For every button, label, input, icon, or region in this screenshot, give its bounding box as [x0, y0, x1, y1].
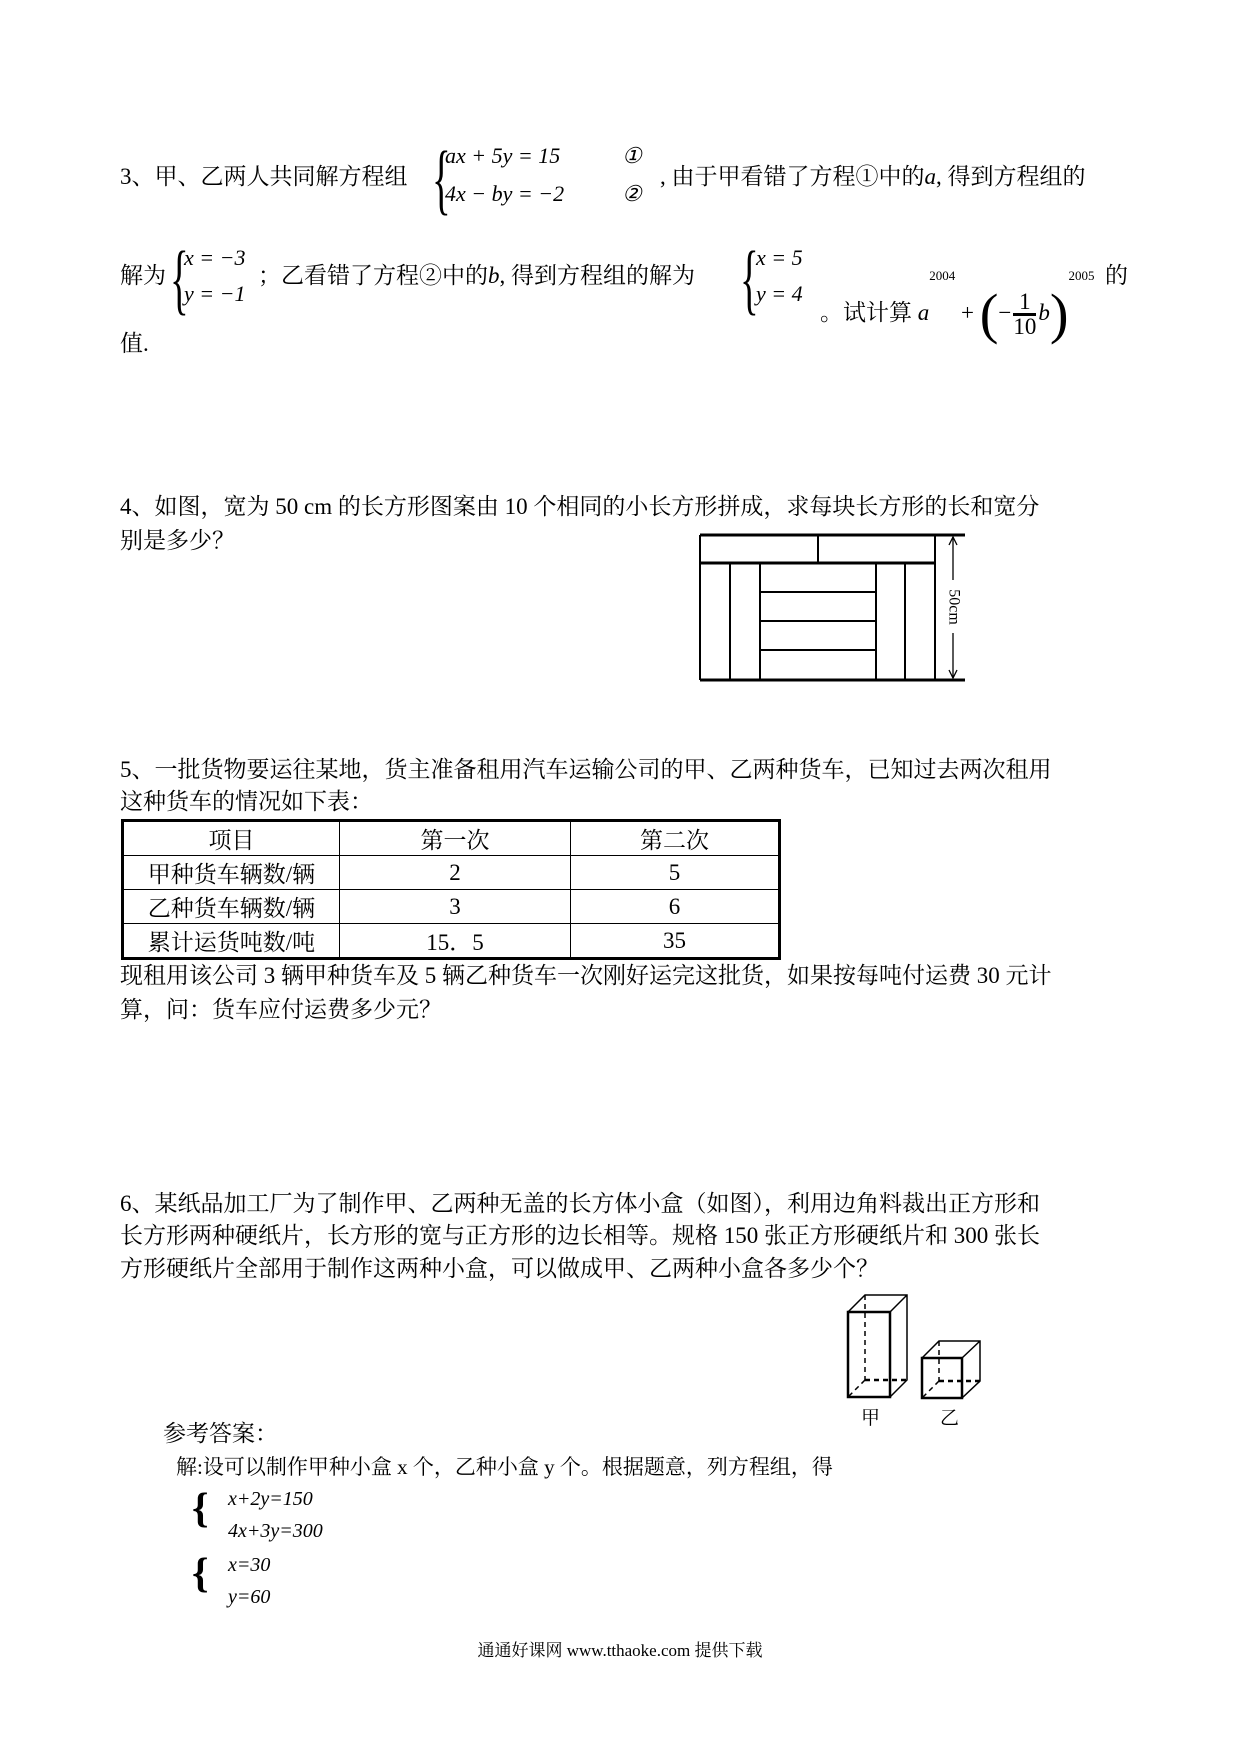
q3-text: 。试计算 [820, 300, 912, 325]
q5-line1: 5、一批货物要运往某地，货主准备租用汽车运输公司的甲、乙两种货车，已知过去两次租用 [120, 757, 1052, 782]
table-cell: 乙种货车辆数/辆 [123, 890, 340, 924]
table-cell: 累计运货吨数/吨 [123, 924, 340, 959]
table-cell: 35 [571, 924, 780, 959]
q3-text: , 得到方程组的 [936, 164, 1086, 189]
sys2-eq2: y=60 [228, 1586, 271, 1608]
table-row [123, 890, 780, 924]
q3-line3: 值. [120, 331, 149, 356]
boxes-figure [840, 1290, 990, 1405]
brace-icon: { [170, 235, 189, 322]
sol2-y: y = 4 [756, 281, 803, 306]
q5-line3: 现租用该公司 3 辆甲种货车及 5 辆乙种货车一次刚好运完这批货，如果按每吨付运费 30 元计 [120, 963, 1052, 988]
q3-mark2: ② [622, 181, 642, 206]
table-cell: 3 [340, 890, 571, 924]
sys2-eq1: x=30 [228, 1554, 271, 1576]
rectangle-pattern-figure [690, 525, 990, 690]
sys1-eq2: 4x+3y=300 [228, 1520, 323, 1542]
q4-line2: 别是多少？ [120, 528, 235, 553]
sys1-eq1: x+2y=150 [228, 1488, 313, 1510]
fraction [1013, 291, 1036, 338]
table-row [123, 856, 780, 890]
table-cell: 6 [571, 890, 780, 924]
table-cell: 甲种货车辆数/辆 [123, 856, 340, 890]
sol1-x: x = −3 [184, 245, 246, 270]
box-a-icon [848, 1295, 907, 1397]
numerator: 1 [1013, 291, 1036, 316]
q3-line2-prefix: 解为 [120, 263, 166, 288]
q3-line1-suffix [660, 162, 1086, 192]
q3-calc: 。试计算 $a^{2004}$ + (− $\frac{1}{10}$ b)$^{2005}$ [820, 268, 1095, 346]
var-a: a [924, 164, 936, 189]
q5-line4: 算，问：货车应付运费多少元？ [120, 997, 442, 1022]
table-cell: 2 [340, 856, 571, 890]
sol2-x: x = 5 [756, 245, 803, 270]
brace-icon: { [192, 1551, 209, 1597]
table-header-row [123, 821, 780, 856]
page-footer: 通通好课网 www.tthaoke.com 提供下载 [477, 1641, 763, 1660]
q3-line1-prefix: 3、甲、乙两人共同解方程组 [120, 164, 408, 189]
sol1-y: y = −1 [184, 281, 246, 306]
denominator: 10 [1013, 314, 1037, 340]
q3-line2-mid [258, 261, 695, 291]
table-header: 第一次 [340, 821, 571, 856]
exponent: 2005 [1068, 268, 1095, 283]
dimension-label: 50cm [945, 589, 963, 625]
q3-text: , 得到方程组的解为 [499, 263, 695, 288]
q3-text: ；乙看错了方程②中的 [258, 263, 488, 288]
q6-line1: 6、某纸品加工厂为了制作甲、乙两种无盖的长方体小盒（如图），利用边角料裁出正方形和 [120, 1191, 1040, 1216]
table-header: 项目 [123, 821, 340, 856]
q6-line3: 方形硬纸片全部用于制作这两种小盒，可以做成甲、乙两种小盒各多少个？ [120, 1256, 879, 1281]
table-cell: 5 [571, 856, 780, 890]
var-a: a [917, 300, 930, 325]
box-label-b: 乙 [940, 1408, 960, 1429]
q3-line2-end: 的 [1105, 263, 1128, 288]
answer-intro: 解:设可以制作甲种小盒 x 个，乙种小盒 y 个。根据题意，列方程组，得 [176, 1455, 833, 1479]
table-cell: 15．5 [340, 924, 571, 959]
q6-line2: 长方形两种硬纸片，长方形的宽与正方形的边长相等。规格 150 张正方形硬纸片和 300 张长 [120, 1223, 1040, 1248]
q3-eq-marks [622, 140, 642, 210]
q4-line1: 4、如图，宽为 50 cm 的长方形图案由 10 个相同的小长方形拼成，求每块长方形的长和宽分 [120, 494, 1040, 519]
exponent: 2004 [929, 268, 956, 283]
table-row [123, 924, 780, 959]
answer-system-2 [228, 1549, 270, 1613]
brace-icon: { [740, 235, 759, 322]
brace-icon: { [192, 1486, 209, 1532]
q3-eq1: ax + 5y = 15 [445, 143, 561, 168]
box-b-icon [922, 1341, 980, 1398]
q3-system [445, 140, 564, 210]
q3-text: , 由于甲看错了方程①中的 [660, 164, 925, 189]
q3-solution-2 [756, 242, 803, 310]
q3-eq2: 4x − by = −2 [445, 181, 565, 206]
var-b: b [488, 263, 500, 288]
q3-solution-1 [184, 242, 245, 310]
table-header: 第二次 [571, 821, 780, 856]
truck-rental-table [121, 819, 781, 960]
box-label-a: 甲 [861, 1408, 881, 1429]
q5-line2: 这种货车的情况如下表： [120, 789, 373, 814]
answer-title: 参考答案： [163, 1421, 278, 1446]
answer-system-1 [228, 1483, 323, 1547]
q3-mark1: ① [622, 143, 642, 168]
brace-icon: { [432, 135, 451, 222]
